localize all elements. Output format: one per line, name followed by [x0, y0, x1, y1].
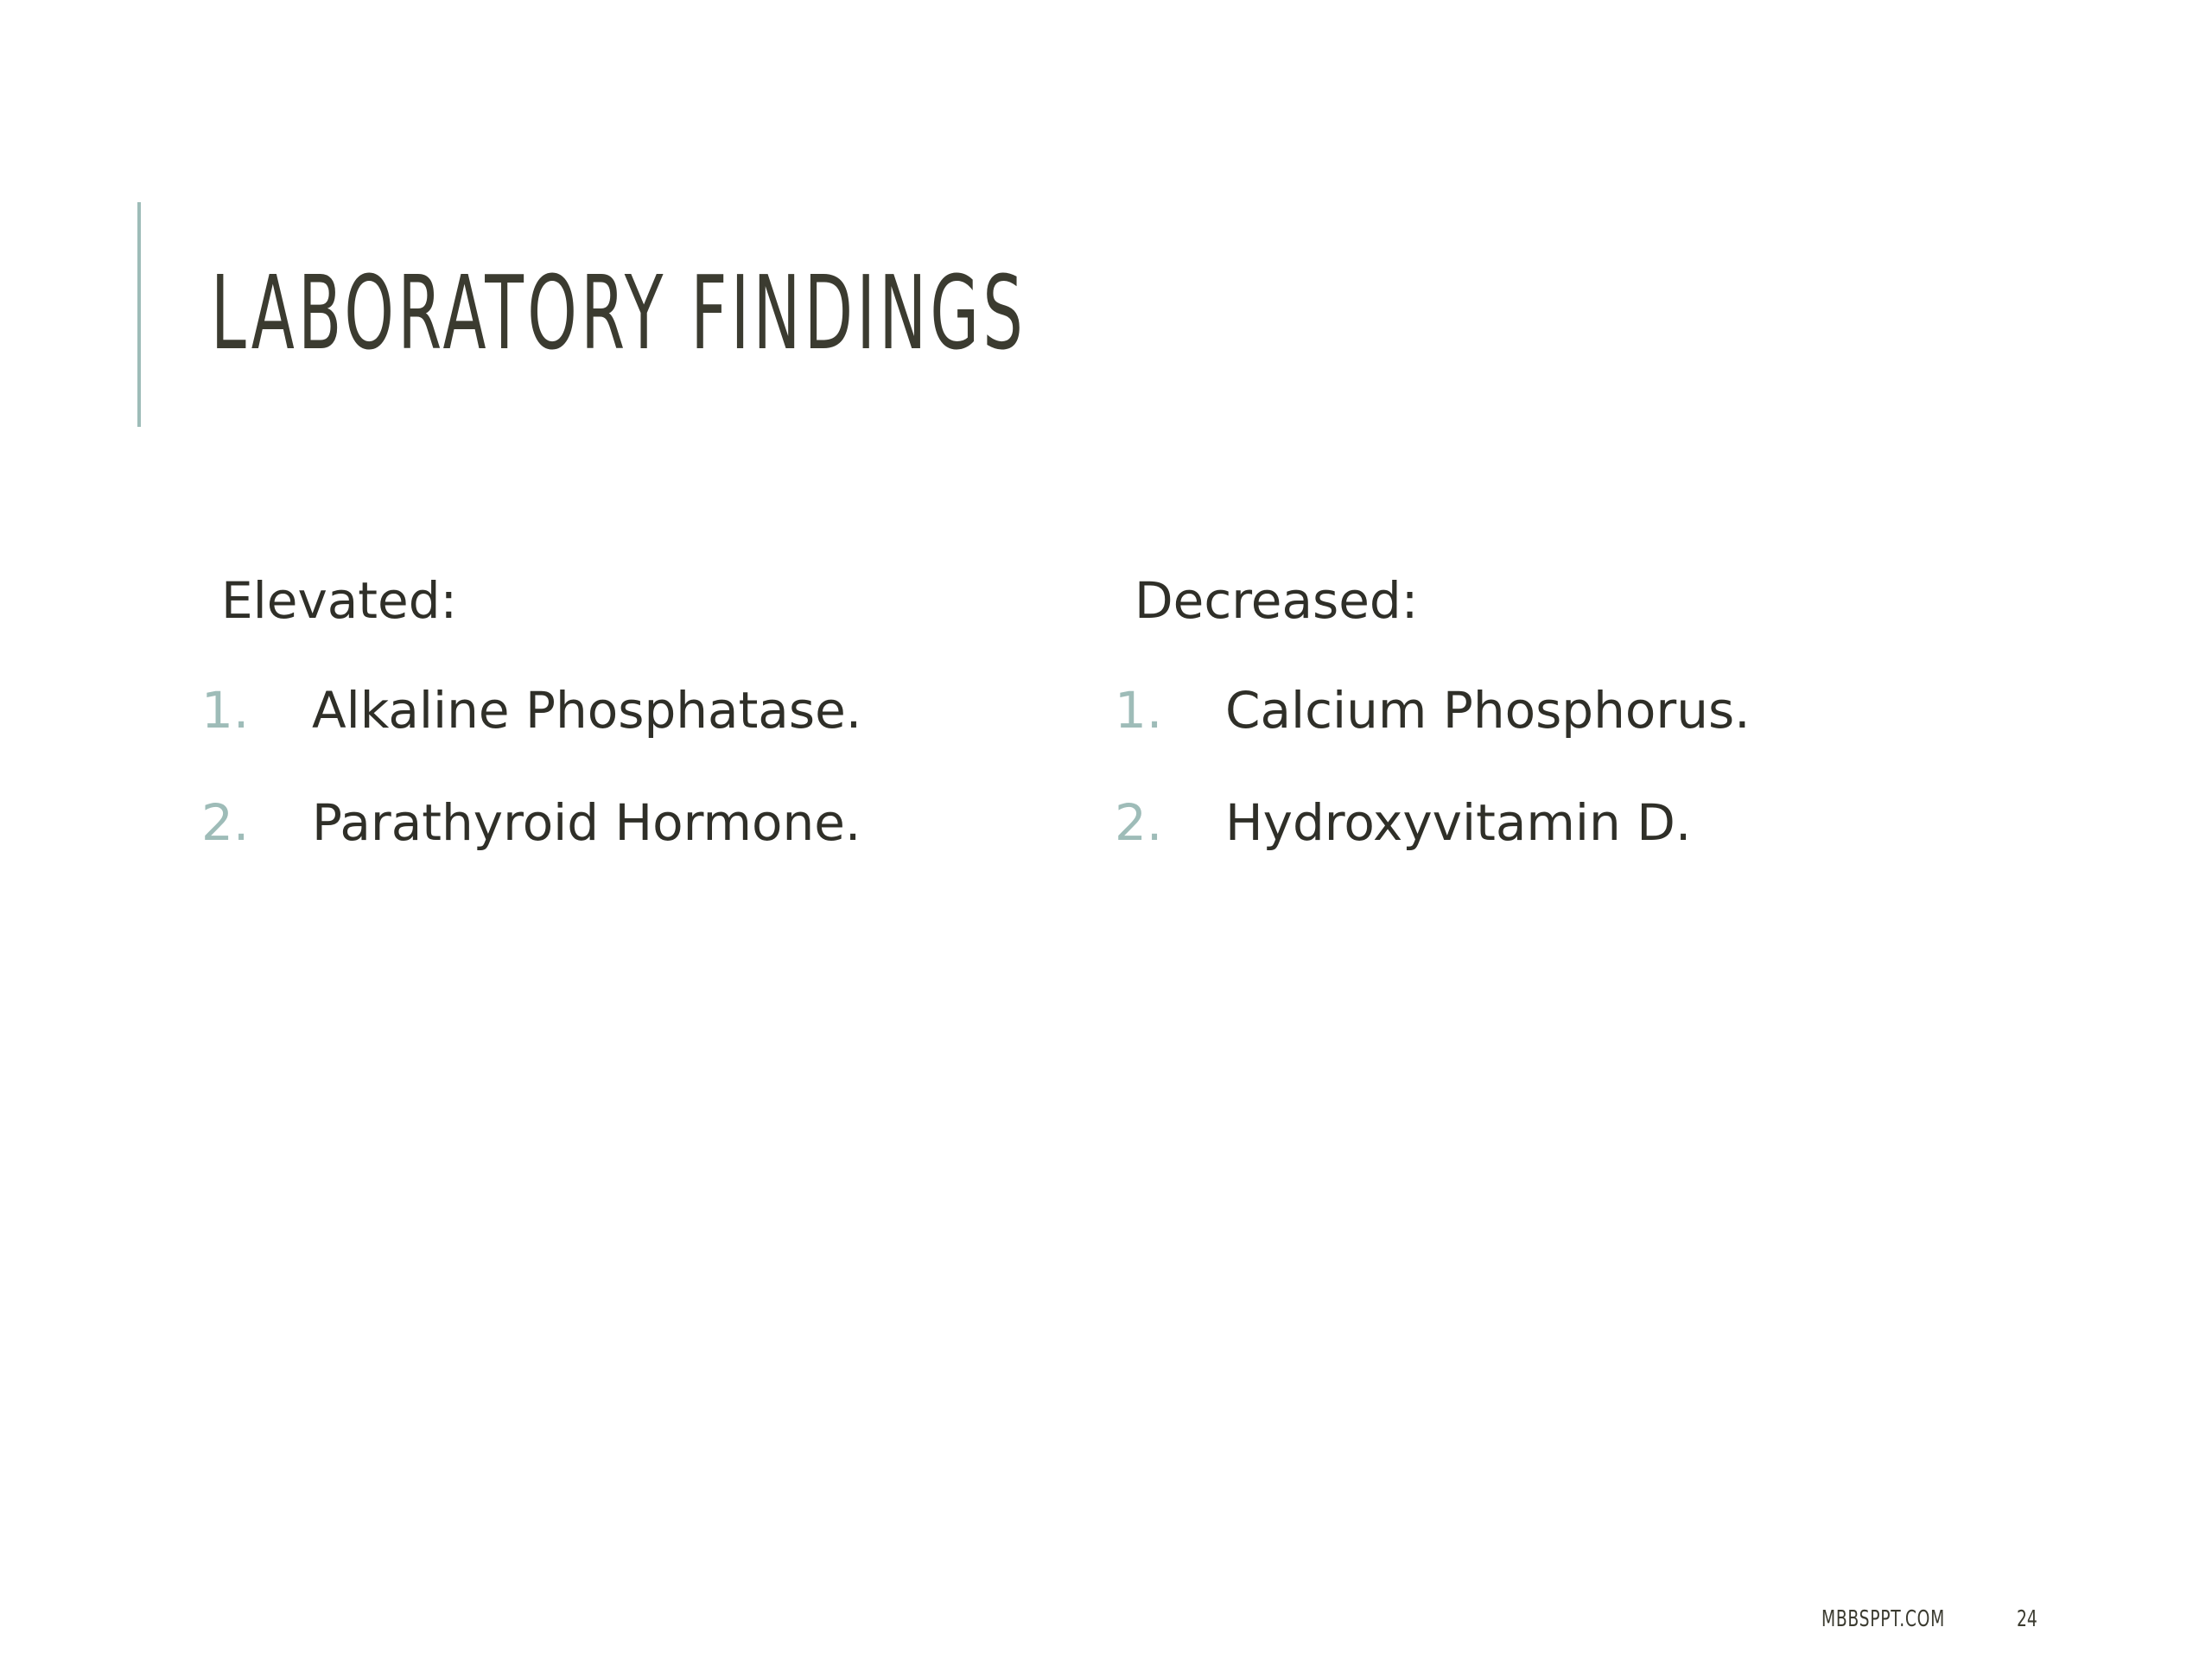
elevated-heading: Elevated: — [221, 571, 458, 630]
slide-page-number: 24 — [2017, 1606, 2037, 1632]
decreased-heading: Decreased: — [1135, 571, 1419, 630]
title-accent-bar — [137, 202, 141, 427]
list-item-text: Parathyroid Hormone. — [312, 793, 861, 852]
list-item-number: 2. — [201, 793, 250, 852]
list-item-number: 2. — [1115, 793, 1163, 852]
footer-site-label: MBBSPPT.COM — [1821, 1606, 1946, 1632]
list-item-text: Alkaline Phosphatase. — [312, 681, 862, 740]
list-item-text: Hydroxyvitamin D. — [1225, 793, 1692, 852]
list-item-number: 1. — [201, 681, 250, 740]
list-item-text: Calcium Phosphorus. — [1225, 681, 1751, 740]
list-item-number: 1. — [1115, 681, 1163, 740]
slide-title: LABORATORY FINDINGS — [211, 253, 1027, 372]
